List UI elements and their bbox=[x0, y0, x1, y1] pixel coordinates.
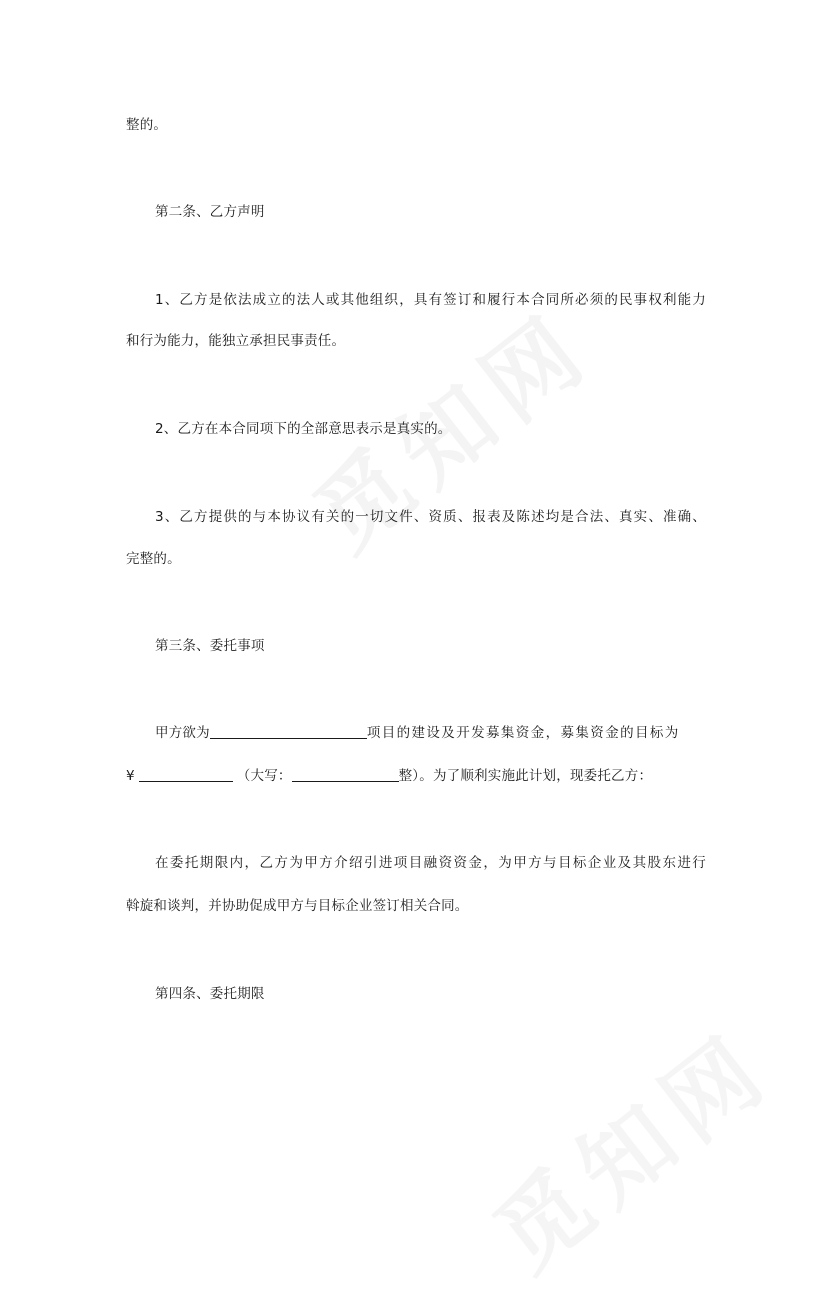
text-line-continuation: 整的。 bbox=[126, 117, 168, 133]
yuan-symbol: ¥ bbox=[126, 768, 135, 784]
clause-3-text-a: 甲方欲为 bbox=[155, 725, 210, 741]
amount-figures-blank[interactable] bbox=[139, 767, 233, 782]
clause-2-3-line-1: 3、乙方提供的与本协议有关的一切文件、资质、报表及陈述均是合法、真实、准确、 bbox=[155, 509, 706, 525]
section-heading-2: 第二条、乙方声明 bbox=[155, 204, 265, 220]
clause-3-line-3: 在委托期限内，乙方为甲方介绍引进项目融资资金，为甲方与目标企业及其股东进行 bbox=[155, 855, 706, 871]
section-heading-4: 第四条、委托期限 bbox=[155, 986, 265, 1002]
section-heading-3: 第三条、委托事项 bbox=[155, 638, 265, 654]
clause-2-3-line-2: 完整的。 bbox=[126, 551, 181, 567]
watermark-bottom bbox=[463, 996, 795, 1296]
clause-3-text-c: 整）。为了顺利实施此计划，现委托乙方： bbox=[398, 768, 653, 784]
clause-2-1-line-1: 1、乙方是依法成立的法人或其他组织，具有签订和履行本合同所必须的民事权利能力 bbox=[155, 292, 706, 308]
amount-upper-blank[interactable] bbox=[292, 767, 399, 782]
clause-3-line-4: 斡旋和谈判，并协助促成甲方与目标企业签订相关合同。 bbox=[126, 898, 469, 914]
clause-2-2: 2、乙方在本合同项下的全部意思表示是真实的。 bbox=[155, 421, 452, 437]
clause-3-line-1 bbox=[155, 723, 680, 743]
clause-2-1-line-2: 和行为能力，能独立承担民事责任。 bbox=[126, 333, 346, 349]
amount-upper-label: （大写： bbox=[236, 768, 292, 784]
clause-3-text-b: 项目的建设及开发募集资金，募集资金的目标为 bbox=[366, 725, 680, 741]
project-name-blank[interactable] bbox=[210, 724, 367, 739]
clause-3-line-2 bbox=[126, 766, 652, 786]
